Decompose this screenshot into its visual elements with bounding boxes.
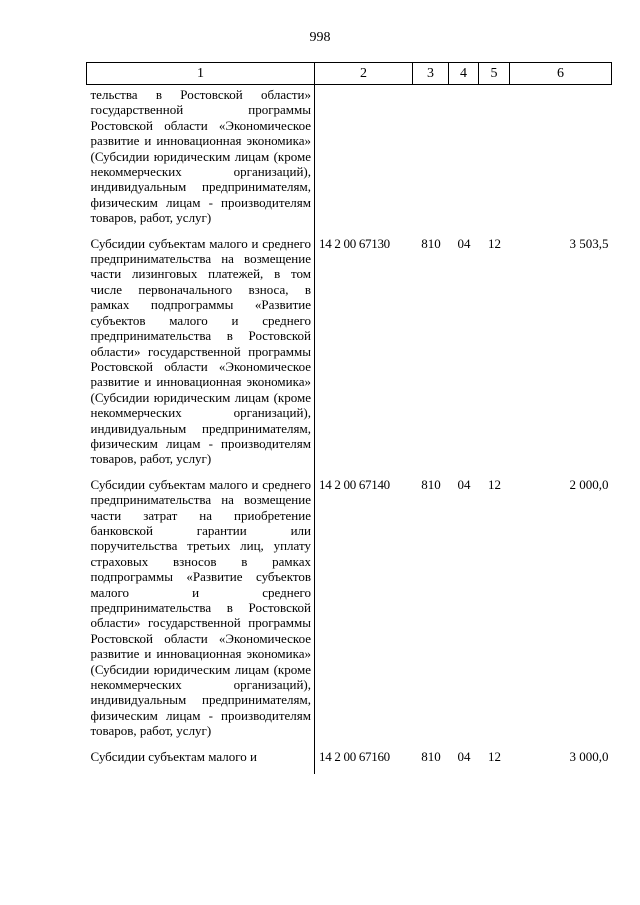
row-expense-type: 810	[421, 748, 441, 764]
row-section: 04	[457, 476, 471, 492]
budget-table	[86, 62, 612, 774]
row-subsection: 12	[488, 235, 501, 251]
row-description: Субсидии субъектам малого и среднего предпринимательства на возмещение части лизинговых платежей, в том числе первоначального взноса, в рамках подпрограммы «Развитие субъектов малого и среднего предпринимательства в Ростовской области» государственной программы Ростовской области «Экономическое развитие и инновационная экономика» (Субсидии юридическим лицам (кроме некоммерческих организаций), индивидуальным предпринимателям, физическим лицам - производителям товаров, работ, услуг)	[87, 236, 315, 477]
row-section	[449, 85, 479, 236]
page-number: 998	[309, 30, 331, 45]
row-description: Субсидии субъектам малого и	[87, 749, 315, 774]
header-col-5: 5	[479, 63, 510, 85]
table-header-row	[87, 63, 612, 85]
row-subsection: 12	[488, 748, 501, 764]
row-target-code	[315, 85, 413, 236]
row-description: тельства в Ростовской области» государственной программы Ростовской области «Экономическое развитие и инновационная экономика» (Субсидии юридическим лицам (кроме некоммерческих организаций), индивидуальным предпринимателям, физическим лицам - производителям товаров, работ, услуг)	[87, 85, 315, 236]
row-expense-type	[413, 85, 449, 236]
header-col-6: 6	[510, 63, 612, 85]
row-expense-type: 810	[421, 235, 441, 251]
row-description: Субсидии субъектам малого и среднего предпринимательства на возмещение части затрат на приобретение банковской гарантии или поручительства третьих лиц, уплату страховых взносов в рамках подпрограммы «Развитие субъектов малого и среднего предпринимательства в Ростовской области» государственной программы Ростовской области «Экономическое развитие и инновационная экономика» (Субсидии юридическим лицам (кроме некоммерческих организаций), индивидуальным предпринимателям, физическим лицам - производителям товаров, работ, услуг)	[87, 477, 315, 749]
row-amount: 2 000,0	[569, 476, 609, 492]
row-section: 04	[457, 748, 471, 764]
row-amount: 3 503,5	[569, 235, 609, 251]
row-target-code: 14 2 00 67160	[319, 748, 390, 764]
row-target-code: 14 2 00 67130	[319, 235, 390, 251]
row-amount	[510, 85, 612, 236]
table-row	[87, 477, 612, 749]
row-subsection	[479, 85, 510, 236]
row-section: 04	[457, 235, 471, 251]
row-subsection: 12	[488, 476, 501, 492]
header-col-3: 3	[413, 63, 449, 85]
table-row	[87, 85, 612, 236]
row-expense-type: 810	[421, 476, 441, 492]
row-target-code: 14 2 00 67140	[319, 476, 390, 492]
row-amount: 3 000,0	[569, 748, 609, 764]
header-col-2: 2	[315, 63, 413, 85]
table-row	[87, 236, 612, 477]
header-col-1: 1	[87, 63, 315, 85]
table-row	[87, 749, 612, 774]
header-col-4: 4	[449, 63, 479, 85]
